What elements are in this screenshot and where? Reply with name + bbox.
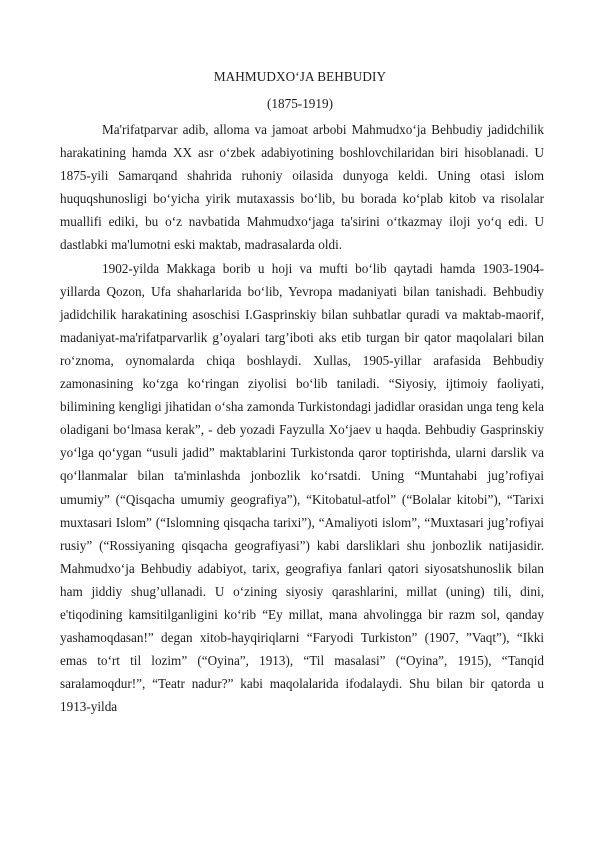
- document-body: [60, 118, 544, 718]
- document-years: (1875-1919): [267, 96, 333, 111]
- paragraph: Ma'rifatparvar adib, alloma va jamoat arbobi Mahmudxo‘ja Behbudiy jadidchilik harakatining hamda XX asr o‘zbek adabiyotining boshlovchilaridan biri hisoblanadi. U 1875-yili Samarqand shahrida ruhoniy oilasida dunyoga keldi. Uning otasi islom huquqshunosligi bo‘yicha yirik mutaxassis bo‘lib, bu borada ko‘plab kitob va risolalar muallifi ediki, bu o‘z navbatida Mahmudxo‘jaga ta'sirini o‘tkazmay iloji yo‘q edi. U dastlabki ma'lumotni eski maktab, madrasalarda oldi.: [60, 122, 544, 253]
- document-title: MAHMUDXO‘JA BEHBUDIY: [213, 69, 387, 84]
- paragraph: 1902-yilda Makkaga borib u hoji va mufti bo‘lib qaytadi hamda 1903-1904-yillarda Qozon, Ufa shaharlarida bo‘lib, Yevropa madaniyati bilan tanishadi. Behbudiy jadidchilik harakatining asoschisi I.Gasprinskiy bilan suhbatlar quradi va maktab-maorif, madaniyat-ma'rifatparvarlik g’oyalari targ’iboti aks etib turgan bir qator maqolalari bilan ro‘znoma, oynomalarda chiqa boshlaydi. Xullas, 1905-yillar arafasida Behbudiy zamonasining ko‘zga ko‘ringan ziyolisi bo‘lib taniladi. “Siyosiy, ijtimoiy faoliyati, bilimining kengligi jihatidan o‘sha zamonda Turkistondagi jadidlar orasidan unga teng kela oladigani bo‘lmasa kerak”, - deb yozadi Fayzulla Xo‘jaev u haqda. Behbudiy Gasprinskiy yo‘lga qo‘ygan “usuli jadid” maktablarini Turkistonda qaror toptirishda, ularni darslik va qo‘llanmalar bilan ta'minlashda jonbozlik ko‘rsatdi. Uning “Muntahabi jug’rofiyai umumiy” (“Qisqacha umumiy geografiya”), “Kitobatul-atfol” (“Bolalar kitobi”), “Tarixi muxtasari Islom” (“Islomning qisqacha tarixi”), “Amaliyoti islom”, “Muxtasari jug’rofiyai rusiy” (“Rossiyaning qisqacha geografiyasi”) kabi darsliklari shu jonbozlik natijasidir. Mahmudxo‘ja Behbudiy adabiyot, tarix, geografiya fanlari qatori siyosatshunoslik bilan ham jiddiy shug’ullanadi. U o‘zining siyosiy qarashlarini, millat (uning) tili, dini, e'tiqodining kamsitilganligini ko‘rib “Ey millat, mana ahvolingga bir razm sol, qanday yashamoqdasan!” degan xitob-hayqiriqlarni “Faryodi Turkiston” (1907, ”Vaqt”), “Ikki emas to‘rt til lozim” (“Oyina”, 1913), “Til masalasi” (“Oyina”, 1915), “Tanqid saralamoqdur!”, “Teatr nadur?” kabi maqolalarida ifodalaydi. Shu bilan bir qatorda u 1913-yilda: [60, 260, 544, 715]
